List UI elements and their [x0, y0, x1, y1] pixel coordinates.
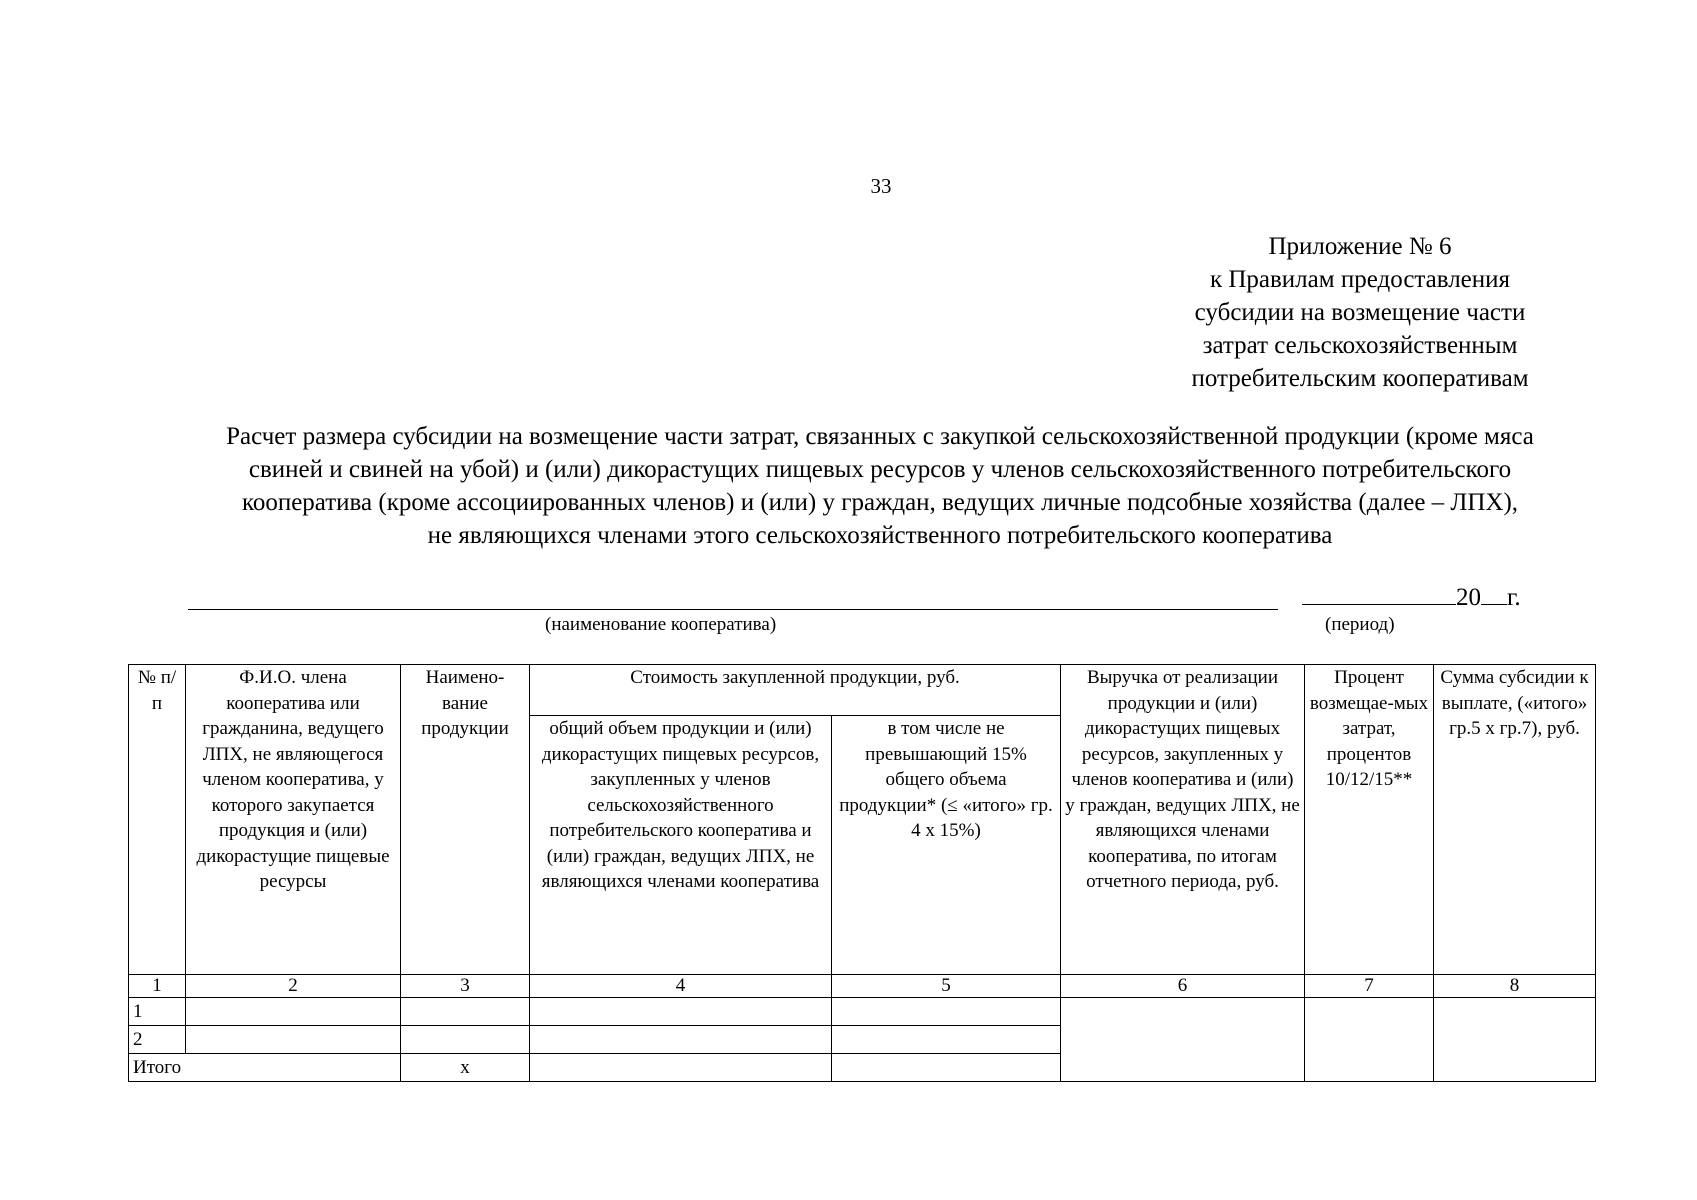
- header-col-number: № п/п: [129, 665, 186, 975]
- column-number: 2: [186, 975, 401, 998]
- table-cell[interactable]: [530, 1026, 832, 1054]
- period-field[interactable]: [1302, 582, 1521, 612]
- header-col-revenue: Выручка от реализации продукции и (или) дикорастущих пищевых ресурсов, закупленных у членов кооператива и (или) у граждан, ведущих ЛПХ, не являющихся членами кооператива, по итогам отчетного периода, руб.: [1061, 665, 1305, 975]
- appendix-line: Приложение № 6: [1268, 233, 1452, 260]
- appendix-line: потребительским кооперативам: [1191, 365, 1529, 392]
- table-cell[interactable]: [186, 998, 401, 1026]
- table-cell[interactable]: [1061, 998, 1305, 1082]
- cooperative-name-caption: (наименование кооператива): [545, 614, 777, 635]
- table-cell[interactable]: [832, 1026, 1061, 1054]
- period-blank[interactable]: [1302, 582, 1456, 605]
- column-number: 1: [129, 975, 186, 998]
- calculation-table: [128, 664, 1596, 1082]
- page-number: 33: [870, 174, 892, 198]
- table-cell[interactable]: [1434, 998, 1596, 1082]
- period-caption: (период): [1325, 614, 1395, 635]
- header-col-total-volume: общий объем продукции и (или) дикорастущих пищевых ресурсов, закупленных у членов сельскохозяйственного потребительского кооператива и (или) граждан, ведущих ЛПХ, не являющихся членами кооператива: [530, 716, 832, 975]
- table-cell[interactable]: [401, 1026, 530, 1054]
- header-group-cost: Стоимость закупленной продукции, руб.: [530, 665, 1061, 716]
- appendix-header: [1150, 230, 1570, 395]
- column-number: 4: [530, 975, 832, 998]
- column-number: 8: [1434, 975, 1596, 998]
- row-number: 1: [129, 998, 186, 1026]
- header-col-15-percent: в том числе не превышающий 15% общего объема продукции* (≤ «итого» гр. 4 х 15%): [832, 716, 1061, 975]
- header-col-subsidy: Сумма субсидии к выплате, («итого» гр.5 х гр.7), руб.: [1434, 665, 1596, 975]
- column-number: 3: [401, 975, 530, 998]
- table-cell[interactable]: [1305, 998, 1434, 1082]
- table-cell[interactable]: [530, 1054, 832, 1082]
- title-line: не являющихся членами этого сельскохозяйственного потребительского кооператива: [427, 522, 1333, 549]
- document-title: [120, 420, 1640, 552]
- column-number: 5: [832, 975, 1061, 998]
- table-cell[interactable]: [530, 998, 832, 1026]
- column-number: 7: [1305, 975, 1434, 998]
- total-label: Итого: [129, 1054, 401, 1082]
- cooperative-name-blank[interactable]: [188, 609, 1278, 610]
- appendix-line: к Правилам предоставления: [1209, 266, 1511, 293]
- year-blank[interactable]: [1481, 582, 1507, 605]
- appendix-line: субсидии на возмещение части: [1194, 299, 1526, 326]
- total-product-cell: х: [401, 1054, 530, 1082]
- header-col-product: Наимено-вание продукции: [401, 665, 530, 975]
- header-col-percent: Процент возмещае-мых затрат, процентов 10/12/15**: [1305, 665, 1434, 975]
- header-col-fio: Ф.И.О. члена кооператива или гражданина, ведущего ЛПХ, не являющегося членом кооператива, у которого закупается продукция и (или) дикорастущие пищевые ресурсы: [186, 665, 401, 975]
- table-cell[interactable]: [401, 998, 530, 1026]
- table-cell[interactable]: [832, 1054, 1061, 1082]
- title-line: Расчет размера субсидии на возмещение части затрат, связанных с закупкой сельскохозяйственной продукции (кроме мяса: [226, 423, 1534, 450]
- table-cell[interactable]: [832, 998, 1061, 1026]
- table-cell[interactable]: [186, 1026, 401, 1054]
- column-number: 6: [1061, 975, 1305, 998]
- appendix-line: затрат сельскохозяйственным: [1202, 332, 1518, 359]
- title-line: свиней и свиней на убой) и (или) дикорастущих пищевых ресурсов у членов сельскохозяйственного потребительского: [248, 456, 1512, 483]
- table-row: [129, 998, 1596, 1026]
- title-line: кооператива (кроме ассоциированных членов) и (или) у граждан, ведущих личные подсобные хозяйства (далее – ЛПХ),: [241, 489, 1519, 516]
- year-prefix: 20: [1456, 584, 1481, 611]
- year-suffix: г.: [1507, 584, 1521, 611]
- row-number: 2: [129, 1026, 186, 1054]
